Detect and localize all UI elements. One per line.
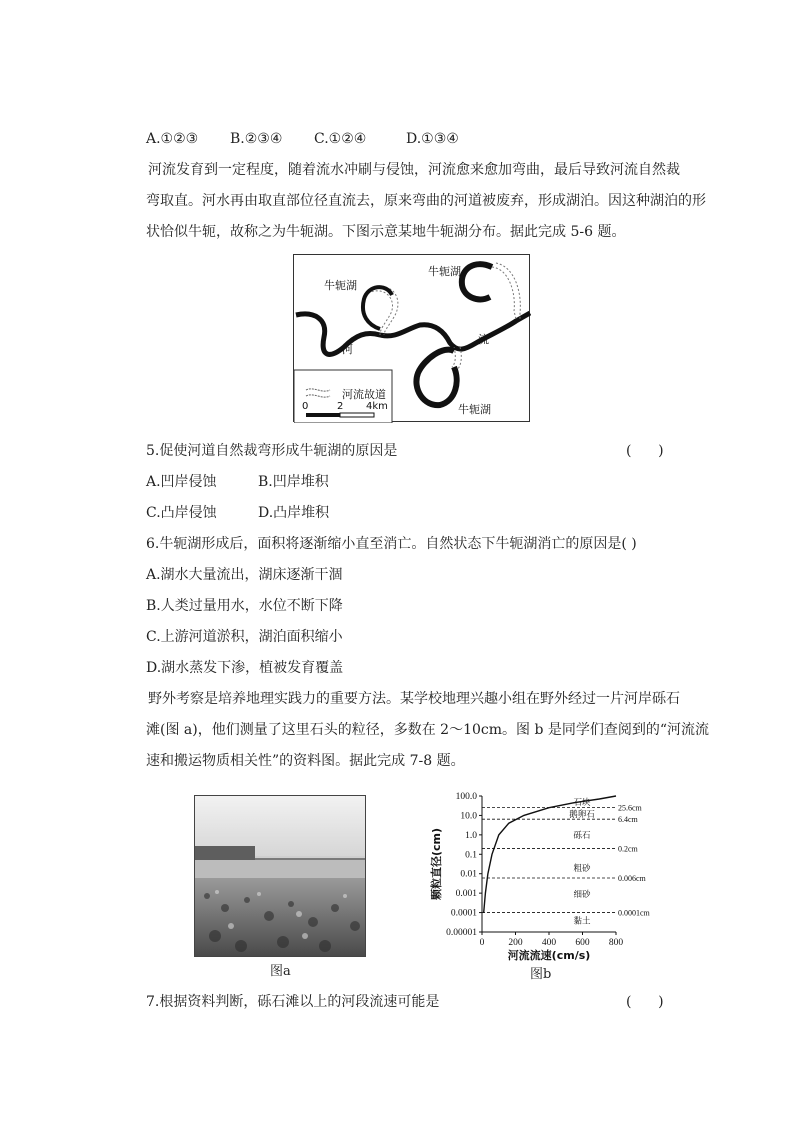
threshold-label: 25.6cm <box>618 803 642 813</box>
q6-stem: 6.牛轭湖形成后，面积将逐渐缩小直至消亡。自然状态下牛轭湖消亡的原因是( ) <box>146 536 637 552</box>
oxbow-lake-1 <box>363 287 392 329</box>
y-tick-label: 0.001 <box>455 889 477 900</box>
y-tick-label: 0.01 <box>460 869 477 880</box>
passage2-line1: 野外考察是培养地理实践力的重要方法。某学校地理兴趣小组在野外经过一片河岸砾石 <box>148 691 680 707</box>
lake-label-1: 牛轭湖 <box>324 279 357 292</box>
scale-label-4km: 4km <box>366 401 388 412</box>
river-char-1: 河 <box>342 343 353 356</box>
fig-a-caption: 图a <box>270 964 291 979</box>
q5-option-d: D.凸岸堆积 <box>258 505 330 521</box>
scale-bar-black <box>306 413 340 417</box>
passage2-line2: 滩(图 a)，他们测量了这里石头的粒径，多数在 2～10cm。图 b 是同学们查阅到的“河流流 <box>146 722 710 738</box>
series-line <box>484 796 616 913</box>
river-path <box>296 313 530 354</box>
passage2-line3: 速和搬运物质相关性”的资料图。据此完成 7-8 题。 <box>146 753 465 769</box>
zone-label: 鹅卵石 <box>569 809 595 820</box>
passage1-line3: 状恰似牛轭，故称之为牛轭湖。下图示意某地牛轭湖分布。据此完成 5-6 题。 <box>146 224 626 240</box>
q6-option-b: B.人类过量用水，水位不断下降 <box>146 598 343 614</box>
zone-label: 石块 <box>573 797 591 808</box>
x-tick-label: 400 <box>541 938 557 948</box>
gravel-beach-drawing <box>195 796 365 956</box>
q5-options-row1 <box>146 472 329 492</box>
q4-option-d: D.①③④ <box>406 131 459 147</box>
zone-label: 黏土 <box>573 916 591 927</box>
y-axis-label: 颗粒直径(cm) <box>430 827 443 901</box>
q6-option-a: A.湖水大量流出，湖床逐渐干涸 <box>146 567 343 583</box>
passage1-line1: 河流发育到一定程度，随着流水冲刷与侵蚀，河流愈来愈加弯曲，最后导致河流自然裁 <box>148 162 680 178</box>
threshold-label: 0.0001cm <box>618 908 650 918</box>
x-tick-label: 600 <box>575 938 590 948</box>
threshold-label: 0.006cm <box>618 874 646 884</box>
velocity-particle-chart <box>428 786 664 964</box>
fig-b-caption: 图b <box>530 967 552 982</box>
q5-option-a: A.凹岸侵蚀 <box>146 474 217 490</box>
y-tick-label: 10.0 <box>460 811 477 822</box>
y-tick-label: 0.1 <box>465 850 477 861</box>
threshold-label: 0.2cm <box>618 844 638 854</box>
q5-option-c: C.凸岸侵蚀 <box>146 505 217 521</box>
lake-label-3: 牛轭湖 <box>458 403 491 416</box>
passage1-line2: 弯取直。河水再由取直部位径直流去，原来弯曲的河道被废弃，形成湖泊。因这种湖泊的形 <box>146 193 706 209</box>
q4-options <box>146 129 459 149</box>
x-tick-label: 800 <box>608 938 624 948</box>
y-tick-label: 1.0 <box>465 830 477 841</box>
zone-label: 砾石 <box>573 830 591 841</box>
q4-option-b: B.②③④ <box>230 131 283 147</box>
q5-option-b: B.凹岸堆积 <box>258 474 329 490</box>
x-tick-label: 200 <box>508 938 523 948</box>
q6-option-c: C.上游河道淤积，湖泊面积缩小 <box>146 629 343 645</box>
chart-svg <box>428 786 664 964</box>
zone-label: 细砂 <box>573 890 591 901</box>
q5-options-row2 <box>146 503 329 523</box>
oxbow-lake-map <box>293 254 530 422</box>
oxbow-lake-2 <box>462 264 492 299</box>
old-channel-1 <box>368 291 393 335</box>
q5-stem: 5.促使河道自然裁弯形成牛轭湖的原因是 <box>146 443 398 459</box>
scale-label-2: 2 <box>337 401 344 412</box>
x-axis-label: 河流流速(cm/s) <box>507 949 591 962</box>
legend-label: 河流故道 <box>342 388 386 401</box>
lake-label-2: 牛轭湖 <box>428 265 461 278</box>
zone-label: 粗砂 <box>573 863 591 874</box>
scale-label-0: 0 <box>302 401 309 412</box>
q6-option-d: D.湖水蒸发下渗，植被发育覆盖 <box>146 660 344 676</box>
y-tick-label: 100.0 <box>455 792 477 802</box>
scale-bar-white <box>340 413 374 417</box>
q5-answer-bracket: ( ) <box>626 443 664 459</box>
q4-option-a: A.①②③ <box>146 131 199 147</box>
old-channel-2b <box>496 263 520 319</box>
y-tick-label: 0.00001 <box>446 928 477 938</box>
threshold-label: 6.4cm <box>618 815 638 825</box>
q7-answer-bracket: ( ) <box>626 994 664 1010</box>
river-char-2: 流 <box>478 333 489 346</box>
gravel-beach-photo <box>194 795 366 957</box>
x-tick-label: 0 <box>479 938 485 948</box>
oxbow-lake-3 <box>416 350 456 406</box>
q4-option-c: C.①②④ <box>314 131 367 147</box>
q7-stem: 7.根据资料判断，砾石滩以上的河段流速可能是 <box>146 994 440 1010</box>
y-tick-label: 0.0001 <box>450 908 477 919</box>
